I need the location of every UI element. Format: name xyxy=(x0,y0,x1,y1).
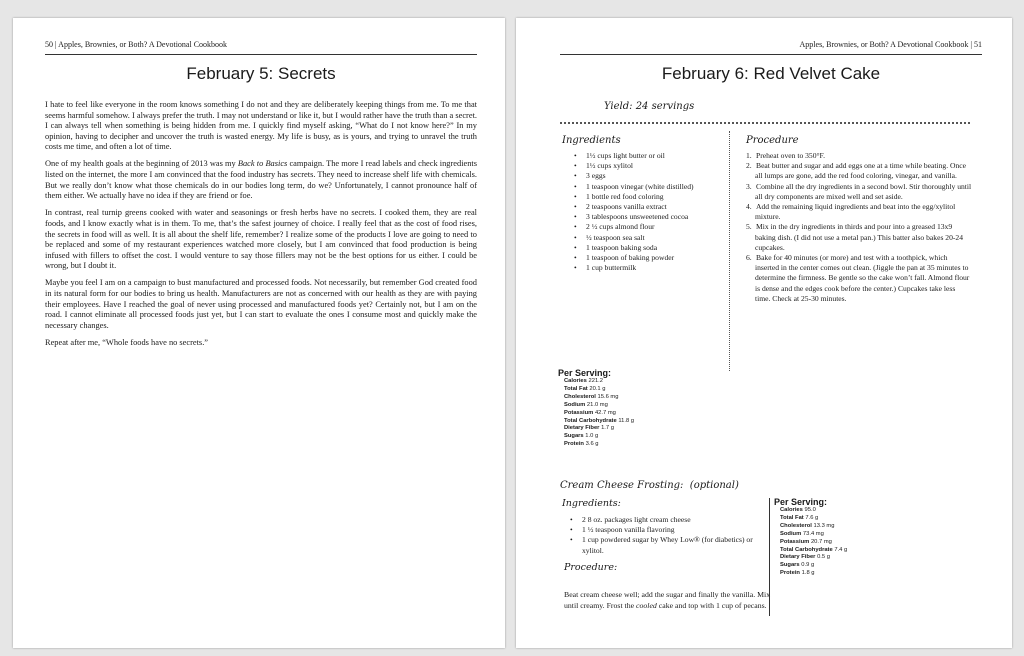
frosting-title: Cream Cheese Frosting: (optional) xyxy=(560,480,739,491)
nutrition-row: Potassium 42.7 mg xyxy=(564,409,616,416)
nutrition-row: Sugars 1.0 g xyxy=(564,433,599,440)
paragraph: In contrast, real turnip greens cooked with water and seasonings or fresh herbs have no secrets. I cooked them, they are real foods, and I know exactly what is in them. To me, that’s the safest journey of choice. I really feel that as the cost of food rises, the secrets in food will as well. It is all about the shelf life, remember? I realize some of the products I love are going to need to be replaced and some of my restaurant experiences watched more closely, but I am convinced that food production is being infused with fillers to offset the cost. I would venture to say those fillers may not be the best options for us either. I could be wrong, but I doubt it. xyxy=(45,208,477,271)
paragraph: Repeat after me, “Whole foods have no secrets.” xyxy=(45,337,209,347)
procedure-list xyxy=(746,151,972,304)
list-item: • 1½ cups xylitol xyxy=(568,161,728,171)
procedure-step: 4. Add the remaining liquid ingredients and beat into the egg/xylitol mixture. xyxy=(746,202,956,222)
list-item: • 1½ cups light butter or oil xyxy=(568,151,728,161)
ingredients-list xyxy=(568,151,728,273)
list-item: • 1 teaspoon of baking powder xyxy=(568,253,728,263)
nutrition-row: Total Fat 7.6 g xyxy=(780,514,819,521)
list-item: • 3 eggs xyxy=(568,171,728,181)
nutrition-facts-frosting xyxy=(774,497,847,578)
running-head-left: 50 | Apples, Brownies, or Both? A Devotional Cookbook xyxy=(45,40,228,49)
paragraph: Maybe you feel I am on a campaign to bust manufactured and processed foods. Not necessarily, but remember God created food in its natural form for our bodies to bring us health. Manufacturers are not as concerned with our health as they are with paying their employees. Have I reached the goal of never using processed and manufactured foods yet? Certainly not, but I am on the road. I cannot eliminate all processed foods just yet, but I can start to evaluate the ones I consume most and quickly make the necessary changes. xyxy=(45,278,477,330)
dotted-divider xyxy=(560,122,970,124)
nutrition-row: Sugars 0.9 g xyxy=(780,562,815,569)
header-rule xyxy=(45,54,477,55)
list-item: • 1 cup buttermilk xyxy=(568,263,728,273)
header-rule xyxy=(560,54,982,55)
paragraph: One of my health goals at the beginning of 2013 was my Back to Basics campaign. The more I read labels and check ingredients listed on the internet, the more I am convinced that the food industry has secrets. They need to increase shelf life with chemicals. But we really don’t know what those chemicals do in our bodies long term, do we? Unfortunately, I cannot pronounce half of them either. We actually have no idea if they are friend or foe. xyxy=(45,159,478,201)
list-item: • 2 teaspoons vanilla extract xyxy=(568,202,728,212)
page-title-secrets: February 5: Secrets xyxy=(186,64,336,83)
nutrition-row: Sodium 73.4 mg xyxy=(780,530,824,537)
procedure-step: 1. Preheat oven to 350°F. xyxy=(746,151,826,160)
list-item: • 1 ½ teaspoon vanilla flavoring xyxy=(564,525,764,535)
right-page xyxy=(516,18,1012,648)
frosting-procedure-text: Beat cream cheese well; add the sugar and finally the vanilla. Mix until creamy. Frost the cooled cake and top with 1 cup of pecans. xyxy=(564,590,771,610)
nutrition-row: Dietary Fiber 1.7 g xyxy=(564,425,614,432)
nutrition-heading: Per Serving: xyxy=(774,497,828,507)
nutrition-row: Cholesterol 15.6 mg xyxy=(564,393,619,400)
list-item: • 1 teaspoon vinegar (white distilled) xyxy=(568,182,728,192)
nutrition-row: Calories 95.0 xyxy=(780,507,816,513)
nutrition-row: Calories 221.2 xyxy=(564,378,604,384)
list-item: • 1 bottle red food coloring xyxy=(568,192,728,202)
list-item: • 3 tablespoons unsweetened cocoa xyxy=(568,212,728,222)
nutrition-facts-cake xyxy=(558,368,634,449)
nutrition-row: Protein 3.6 g xyxy=(564,441,599,448)
paragraph: I hate to feel like everyone in the room knows something I do not and they are deliberately keeping things from me. To me that seems harmful somehow. I always prefer the truth. I may not understand or like it, but I would rather have the truth than a secret. I can always tell when something is being hidden from me. I quickly find myself asking, “What do I not know here?” In my opinion, having to decipher and uncover the truth is wasted energy. My life is busy, as is yours, and trying to unravel the truth costs me time, and often a lot of time. xyxy=(45,100,477,152)
page-title-red-velvet: February 6: Red Velvet Cake xyxy=(661,64,881,83)
article-body xyxy=(45,100,477,355)
procedure-heading: Procedure xyxy=(746,135,799,146)
frosting-ingredients-heading: Ingredients: xyxy=(562,498,621,509)
nutrition-row: Total Carbohydrate 7.4 g xyxy=(780,546,848,553)
procedure-step: 2. Beat butter and sugar and add eggs one at a time while beating. Once all lumps are gone, add the red food coloring, vinegar, and vanilla. xyxy=(746,161,967,181)
procedure-step: 6. Bake for 40 minutes (or more) and test with a toothpick, which inserted in the center comes out clean. (Jiggle the pan at 35 minutes to determine the firmness. Be gentle so the cake won’t fall. Almond flour is dense and the edges cook before the center.) Cupcakes take less time. Check at 25-30 minutes. xyxy=(746,253,970,303)
frosting-ingredients-list xyxy=(564,515,764,556)
nutrition-row: Dietary Fiber 0.5 g xyxy=(780,554,830,561)
yield-label: Yield: 24 servings xyxy=(604,101,695,112)
nutrition-row: Total Fat 20.1 g xyxy=(564,385,606,392)
nutrition-row: Cholesterol 13.3 mg xyxy=(780,522,835,529)
nutrition-row: Sodium 21.0 mg xyxy=(564,401,608,408)
procedure-step: 5. Mix in the dry ingredients in thirds and pour into a greased 13x9 baking dish. (I did not use a metal pan.) This batter also bakes 20-24 cupcakes. xyxy=(746,222,964,252)
column-divider xyxy=(729,131,730,371)
list-item: • 1 teaspoon baking soda xyxy=(568,243,728,253)
ingredients-heading: Ingredients xyxy=(562,135,621,146)
nutrition-row: Potassium 20.7 mg xyxy=(780,538,832,545)
frosting-procedure-heading: Procedure: xyxy=(564,562,618,573)
procedure-step: 3. Combine all the dry ingredients in a second bowl. Stir thoroughly until all dry components are mixed well and set aside. xyxy=(746,181,972,201)
list-item: • 2 8 oz. packages light cream cheese xyxy=(564,515,764,525)
running-head-right: Apples, Brownies, or Both? A Devotional Cookbook | 51 xyxy=(799,40,982,49)
left-page xyxy=(13,18,505,648)
list-item: • 2 ½ cups almond flour xyxy=(568,222,728,232)
nutrition-heading: Per Serving: xyxy=(558,368,612,378)
nutrition-row: Protein 1.8 g xyxy=(780,570,815,577)
nutrition-row: Total Carbohydrate 11.8 g xyxy=(564,417,635,424)
list-item: • ½ teaspoon sea salt xyxy=(568,233,728,243)
frosting-column-divider xyxy=(769,498,770,616)
list-item: • 1 cup powdered sugar by Whey Low® (for diabetics) or xylitol. xyxy=(564,535,764,555)
